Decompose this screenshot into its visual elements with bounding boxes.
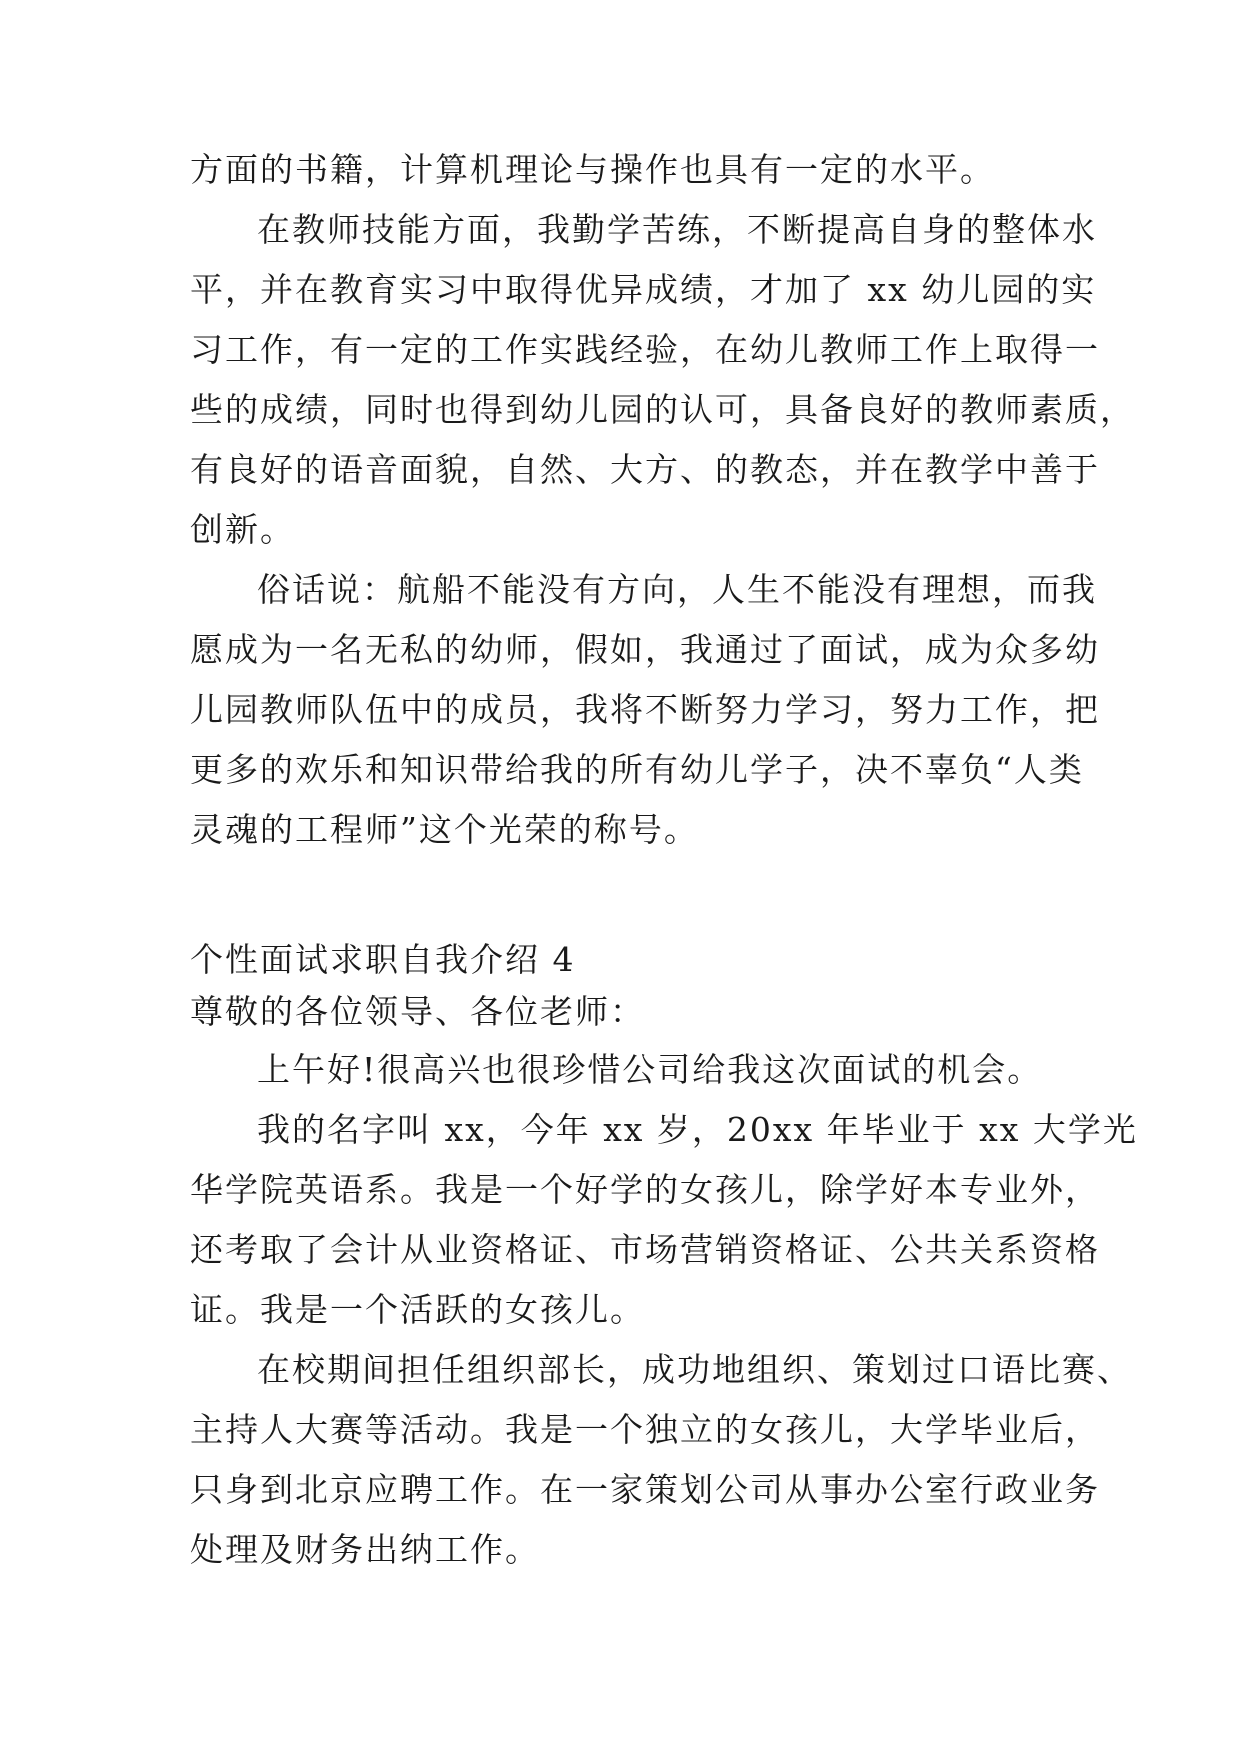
proverb-paragraph [190, 560, 1100, 860]
text-line: 习工作，有一定的工作实践经验，在幼儿教师工作上取得一 [190, 330, 1100, 369]
text-line: 创新。 [190, 510, 295, 549]
skills-paragraph [190, 200, 1135, 560]
text-line: 更多的欢乐和知识带给我的所有幼儿学子，决不辜负“人类 [190, 750, 1084, 789]
intro-paragraph [190, 1100, 1138, 1340]
text-line: 在教师技能方面，我勤学苦练，不断提高自身的整体水 [257, 210, 1097, 249]
text-line: 俗话说：航船不能没有方向，人生不能没有理想，而我 [257, 570, 1097, 609]
greeting-line: 上午好!很高兴也很珍惜公司给我这次面试的机会。 [257, 1050, 1043, 1089]
text-line: 些的成绩，同时也得到幼儿园的认可，具备良好的教师素质， [190, 390, 1135, 429]
text-line: 愿成为一名无私的幼师，假如，我通过了面试，成为众多幼 [190, 630, 1100, 669]
text-line: 儿园教师队伍中的成员，我将不断努力学习，努力工作，把 [190, 690, 1100, 729]
text-line: 华学院英语系。我是一个好学的女孩儿，除学好本专业外， [190, 1170, 1100, 1209]
section-title: 个性面试求职自我介绍 4 [190, 940, 576, 979]
text-line: 方面的书籍，计算机理论与操作也具有一定的水平。 [190, 150, 995, 189]
continuation-paragraph [190, 140, 1050, 200]
salutation: 尊敬的各位领导、各位老师： [190, 992, 645, 1031]
document-page [190, 140, 1138, 1580]
text-line: 我的名字叫 xx，今年 xx 岁，20xx 年毕业于 xx 大学光 [257, 1110, 1138, 1149]
text-line: 平，并在教育实习中取得优异成绩，才加了 xx 幼儿园的实 [190, 270, 1097, 309]
text-line: 主持人大赛等活动。我是一个独立的女孩儿，大学毕业后， [190, 1410, 1100, 1449]
text-line: 有良好的语音面貌，自然、大方、的教态，并在教学中善于 [190, 450, 1100, 489]
text-line: 灵魂的工程师”这个光荣的称号。 [190, 810, 699, 849]
text-line: 还考取了会计从业资格证、市场营销资格证、公共关系资格 [190, 1230, 1100, 1269]
text-line: 证。我是一个活跃的女孩儿。 [190, 1290, 645, 1329]
text-line: 只身到北京应聘工作。在一家策划公司从事办公室行政业务 [190, 1470, 1100, 1509]
school-paragraph [190, 1340, 1132, 1580]
text-line: 处理及财务出纳工作。 [190, 1530, 540, 1569]
text-line: 在校期间担任组织部长，成功地组织、策划过口语比赛、 [257, 1350, 1132, 1389]
